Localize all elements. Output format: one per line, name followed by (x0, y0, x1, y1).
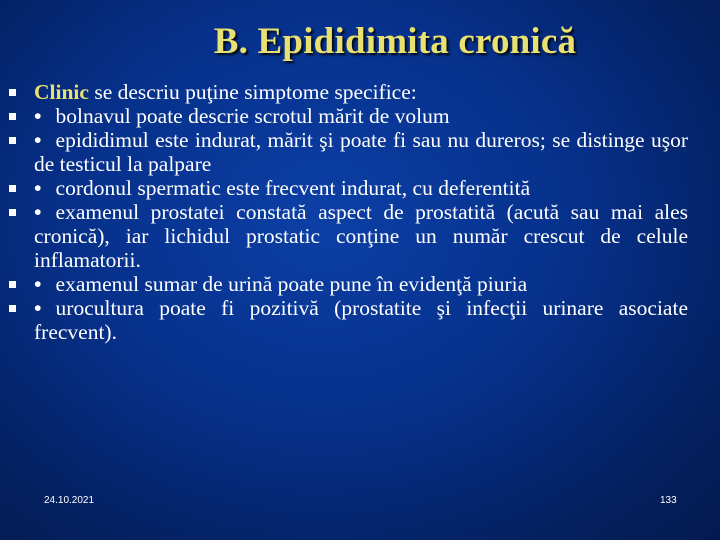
list-item-content: bolnavul poate descrie scrotul mărit de volum (55, 104, 450, 128)
list-item-content: epididimul este indurat, mărit şi poate fi sau nu dureros; se distinge uşor de testicul la palpare (34, 128, 688, 176)
list-item-text (34, 176, 688, 200)
dot-bullet: • (34, 200, 42, 224)
square-bullet-icon (9, 89, 16, 96)
intro-text (34, 80, 688, 104)
list-item-text (34, 272, 688, 296)
footer-page-number: 133 (660, 495, 677, 506)
list-item (0, 200, 720, 272)
dot-bullet: • (34, 128, 42, 152)
list-item (0, 176, 720, 200)
intro-rest: se descriu puţine simptome specifice: (88, 80, 417, 104)
square-bullet-icon (9, 305, 16, 312)
slide-content (0, 80, 720, 344)
dot-bullet: • (34, 272, 42, 296)
list-item (0, 104, 720, 128)
list-item (0, 296, 720, 344)
list-item (0, 272, 720, 296)
dot-bullet: • (34, 176, 42, 200)
dot-bullet: • (34, 296, 42, 320)
square-bullet-icon (9, 185, 16, 192)
intro-keyword: Clinic (34, 80, 89, 104)
square-bullet-icon (9, 113, 16, 120)
footer-date: 24.10.2021 (44, 495, 95, 506)
dot-bullet: • (34, 104, 42, 128)
square-bullet-icon (9, 281, 16, 288)
slide-title (0, 20, 720, 63)
list-item-text (34, 104, 688, 128)
list-item-content: cordonul spermatic este frecvent indurat, cu deferentită (55, 176, 531, 200)
slide-title-text: B. Epididimita cronică (213, 21, 577, 62)
list-item-content: urocultura poate fi pozitivă (prostatite şi infecţii urinare asociate frecvent). (34, 296, 688, 344)
list-item-content: examenul sumar de urină poate pune în evidenţă piuria (55, 272, 528, 296)
list-item-content: examenul prostatei constată aspect de prostatită (acută sau mai ales cronică), iar lichidul prostatic conţine un număr crescut de celule inflamatorii. (34, 200, 688, 272)
list-item-text (34, 200, 688, 272)
list-item-text (34, 296, 688, 344)
list-item-text (34, 128, 688, 176)
list-item (0, 128, 720, 176)
square-bullet-icon (9, 137, 16, 144)
square-bullet-icon (9, 209, 16, 216)
list-item-intro (0, 80, 720, 104)
